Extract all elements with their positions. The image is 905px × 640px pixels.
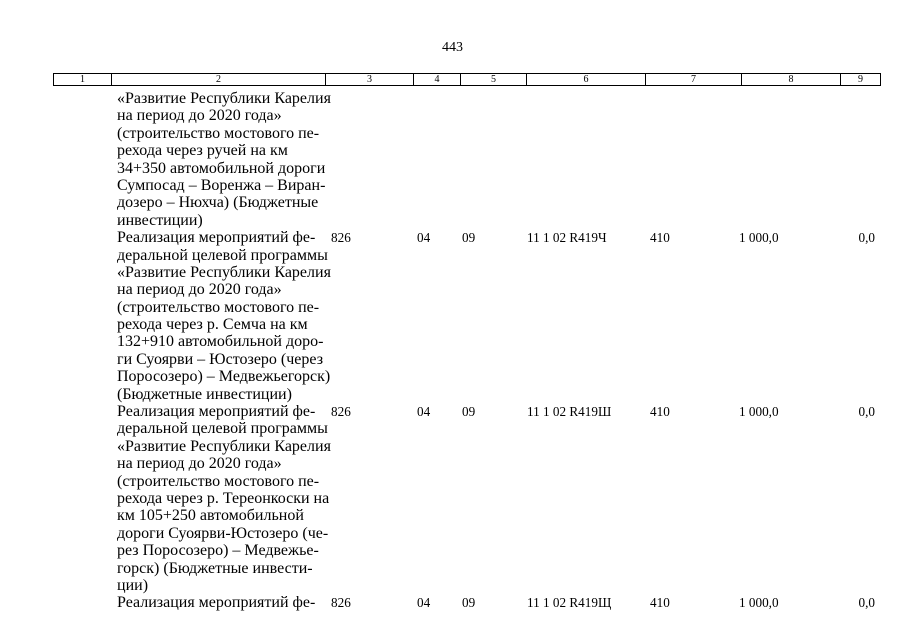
col-header-3: 3 (326, 74, 414, 86)
chapter-code: 826 (331, 230, 351, 246)
col-header-9: 9 (841, 74, 881, 86)
amount-value-2: 0,0 (858, 404, 875, 420)
description-line: (Бюджетные инвестиции) (117, 385, 292, 403)
amount-value: 1 000,0 (739, 404, 779, 420)
description-line: Поросозеро) – Медвежьегорск) (117, 368, 331, 386)
description-line: горск) (Бюджетные инвести- (117, 559, 313, 577)
description-line: на период до 2020 года» (117, 281, 282, 299)
subsection-code: 09 (462, 404, 476, 420)
description-line: ции) (117, 576, 149, 594)
description-line: рез Поросозеро) – Медвежье- (117, 542, 319, 560)
col-header-7: 7 (646, 74, 742, 86)
expense-type-code: 410 (650, 230, 670, 246)
target-article-code: 11 1 02 R419Ч (527, 230, 607, 246)
section-code: 04 (417, 230, 431, 246)
description-line: «Развитие Республики Карелия (117, 90, 331, 107)
description-line: ги Суоярви – Юстозеро (через (117, 350, 324, 368)
chapter-code: 826 (331, 404, 351, 420)
amount-value: 1 000,0 (739, 230, 779, 246)
description-line: «Развитие Республики Карелия (117, 437, 331, 455)
table-row (0, 403, 905, 594)
page-number: 443 (442, 40, 463, 55)
description-line: Сумпосад – Воренжа – Виран- (117, 176, 326, 194)
budget-table-body (0, 90, 905, 612)
row-description (0, 403, 332, 594)
description-line: Реализация мероприятий фе- (117, 229, 316, 247)
description-line: рехода через р. Тереонкоски на (117, 489, 330, 507)
description-line: Реализация мероприятий фе- (117, 594, 316, 612)
table-row (0, 594, 905, 611)
description-line: деральной целевой программы (117, 420, 328, 438)
description-line: рехода через р. Семча на км (117, 316, 308, 334)
amount-value: 1 000,0 (739, 595, 779, 611)
column-number-header (53, 73, 881, 86)
description-line: 132+910 автомобильной доро- (117, 333, 324, 351)
description-line: дороги Суоярви-Юстозеро (че- (117, 524, 329, 542)
col-header-4: 4 (414, 74, 461, 86)
chapter-code: 826 (331, 595, 351, 611)
row-description (0, 229, 332, 403)
amount-value-2: 0,0 (858, 595, 875, 611)
description-line: (строительство мостового пе- (117, 124, 320, 142)
description-line: (строительство мостового пе- (117, 298, 320, 316)
description-line: деральной целевой программы (117, 246, 328, 264)
subsection-code: 09 (462, 230, 476, 246)
amount-value-2: 0,0 (858, 230, 875, 246)
row-description (0, 90, 332, 229)
row-description (0, 594, 332, 611)
col-header-1: 1 (54, 74, 112, 86)
description-line: на период до 2020 года» (117, 107, 282, 125)
description-line: на период до 2020 года» (117, 455, 282, 473)
description-line: км 105+250 автомобильной (117, 507, 304, 525)
target-article-code: 11 1 02 R419Ш (527, 404, 612, 420)
section-code: 04 (417, 404, 431, 420)
description-line: (строительство мостового пе- (117, 472, 320, 490)
table-row (0, 229, 905, 403)
col-header-2: 2 (112, 74, 326, 86)
description-line: рехода через ручей на км (117, 142, 288, 160)
expense-type-code: 410 (650, 595, 670, 611)
col-header-5: 5 (461, 74, 527, 86)
description-line: дозеро – Нюхча) (Бюджетные (117, 194, 319, 212)
description-line: Реализация мероприятий фе- (117, 403, 316, 421)
header-row (54, 74, 881, 86)
description-line: 34+350 автомобильной дороги (117, 159, 326, 177)
subsection-code: 09 (462, 595, 476, 611)
section-code: 04 (417, 595, 431, 611)
col-header-8: 8 (742, 74, 841, 86)
col-header-6: 6 (527, 74, 646, 86)
description-line: «Развитие Республики Карелия (117, 263, 331, 281)
target-article-code: 11 1 02 R419Щ (527, 595, 612, 611)
description-line: инвестиции) (117, 211, 203, 229)
expense-type-code: 410 (650, 404, 670, 420)
table-row (0, 90, 905, 229)
